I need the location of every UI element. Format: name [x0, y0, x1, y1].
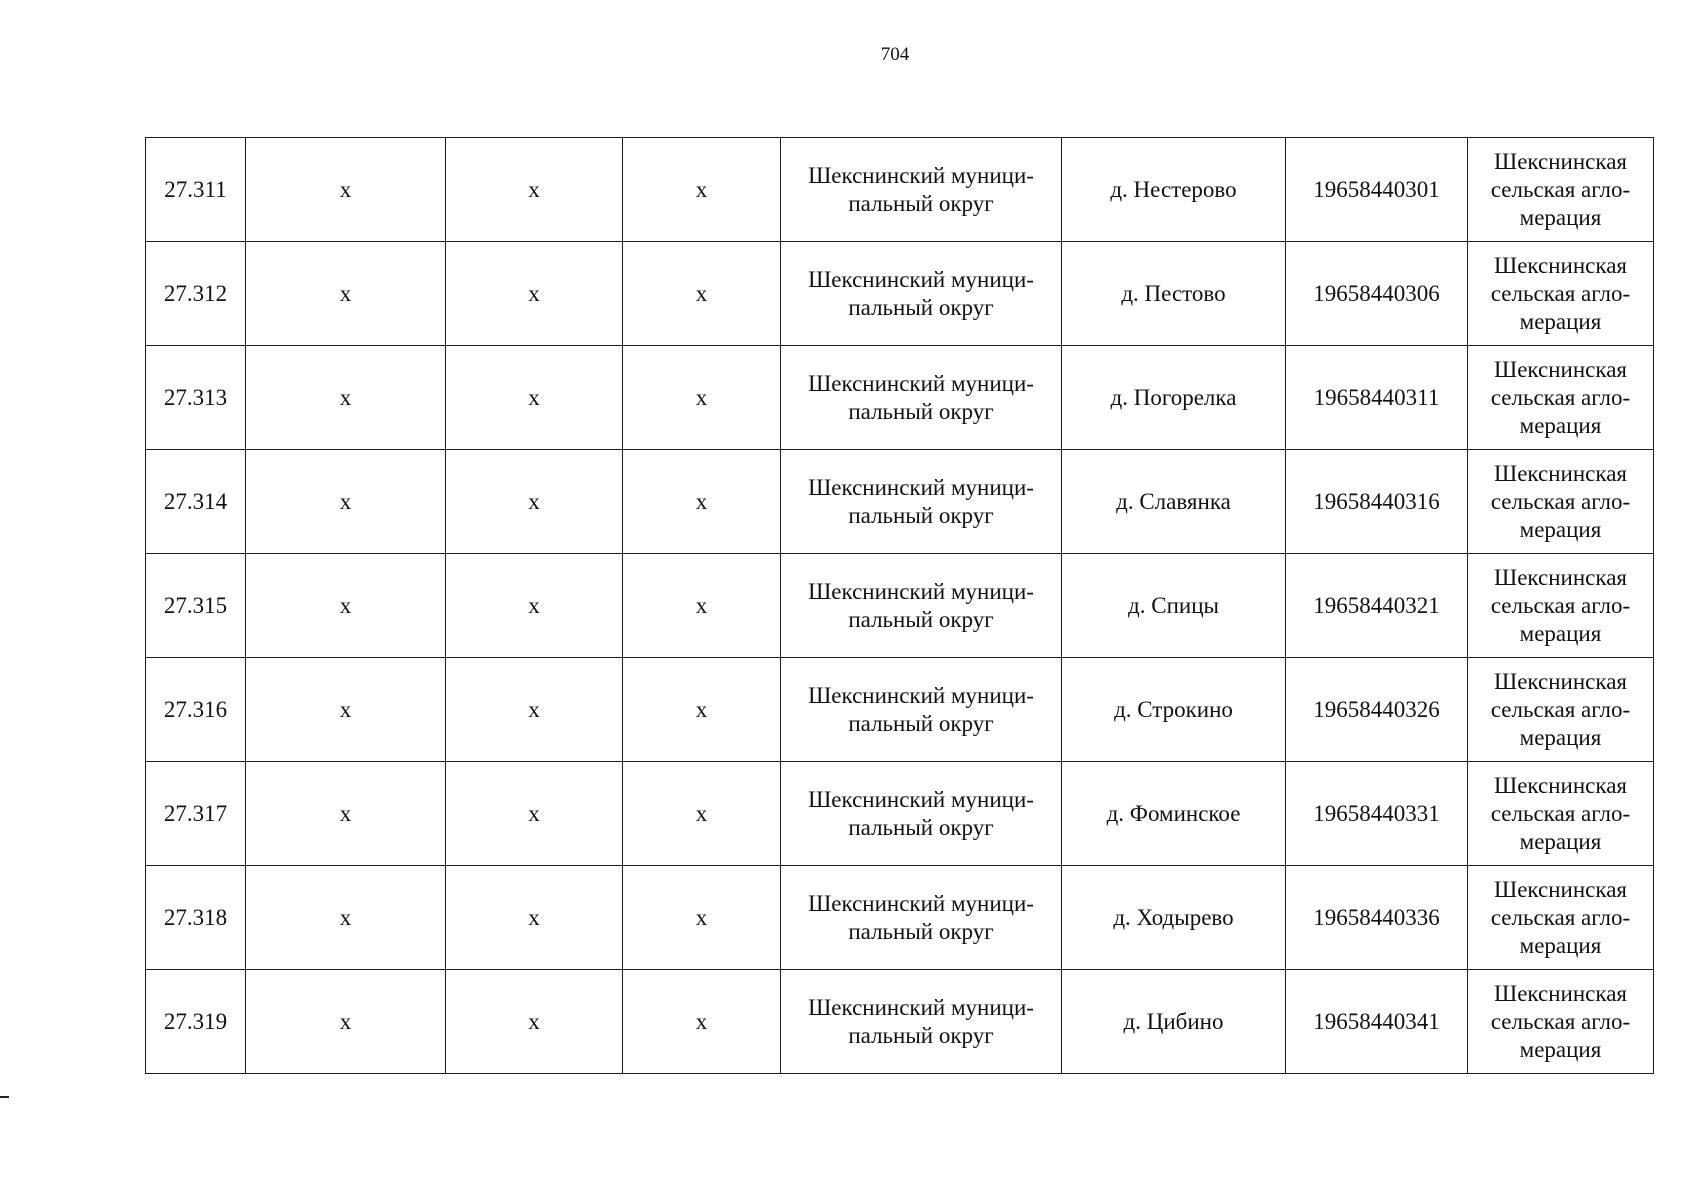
table-row — [146, 242, 1654, 346]
row-code-cell — [146, 242, 246, 346]
settlements-table — [145, 137, 1654, 1074]
col2-cell — [246, 658, 446, 762]
district-line-1: Шекснинский муници- — [808, 370, 1034, 396]
row-code-cell — [146, 554, 246, 658]
agglomeration-line-3: мерация — [1519, 204, 1602, 230]
col3-cell — [446, 450, 623, 554]
agglomeration-cell — [1468, 138, 1654, 242]
district-cell — [781, 658, 1062, 762]
col2-value: x — [339, 280, 352, 306]
locality-cell — [1062, 138, 1286, 242]
page-number: 704 — [880, 44, 910, 65]
row-code-cell — [146, 658, 246, 762]
agglomeration-cell — [1468, 346, 1654, 450]
agglomeration-cell — [1468, 658, 1654, 762]
row-code: 27.313 — [163, 384, 228, 410]
locality-name: д. Погорелка — [1110, 384, 1237, 410]
col2-value: x — [339, 904, 352, 930]
col4-value: x — [695, 696, 708, 722]
row-code-cell — [146, 866, 246, 970]
agglomeration-line-3: мерация — [1519, 932, 1602, 958]
row-code: 27.316 — [163, 696, 228, 722]
agglomeration-cell — [1468, 762, 1654, 866]
agglomeration-cell — [1468, 970, 1654, 1074]
col2-value: x — [339, 488, 352, 514]
col2-value: x — [339, 696, 352, 722]
agglomeration-line-1: Шекснинская — [1494, 148, 1627, 174]
col4-cell — [623, 554, 781, 658]
col2-cell — [246, 138, 446, 242]
district-cell — [781, 242, 1062, 346]
agglomeration-line-1: Шекснинская — [1494, 564, 1627, 590]
agglomeration-line-2: сельская агло- — [1490, 904, 1631, 930]
locality-cell — [1062, 762, 1286, 866]
col3-value: x — [528, 904, 540, 930]
table-row — [146, 970, 1654, 1074]
col3-cell — [446, 970, 623, 1074]
agglomeration-line-3: мерация — [1519, 308, 1602, 334]
agglomeration-line-1: Шекснинская — [1494, 460, 1627, 486]
agglomeration-line-1: Шекснинская — [1494, 356, 1627, 382]
district-line-1: Шекснинский муници- — [808, 786, 1034, 812]
district-cell — [781, 138, 1062, 242]
table-row — [146, 866, 1654, 970]
table-row — [146, 138, 1654, 242]
locality-cell — [1062, 346, 1286, 450]
col3-value: x — [528, 800, 540, 826]
agglomeration-line-2: сельская агло- — [1490, 592, 1631, 618]
row-code-cell — [146, 450, 246, 554]
district-line-2: пальный округ — [848, 918, 994, 944]
district-line-2: пальный округ — [848, 710, 994, 736]
district-line-2: пальный округ — [848, 294, 994, 320]
row-code: 27.311 — [164, 176, 227, 202]
margin-mark — [0, 1096, 9, 1098]
col4-value: x — [695, 592, 708, 618]
oktmo-code: 19658440311 — [1313, 384, 1440, 410]
col2-value: x — [339, 1008, 352, 1034]
district-line-1: Шекснинский муници- — [808, 682, 1034, 708]
col4-cell — [623, 866, 781, 970]
col4-value: x — [695, 176, 708, 202]
agglomeration-cell — [1468, 450, 1654, 554]
locality-cell — [1062, 450, 1286, 554]
table-row — [146, 658, 1654, 762]
col3-cell — [446, 138, 623, 242]
row-code: 27.319 — [163, 1008, 228, 1034]
agglomeration-line-1: Шекснинская — [1494, 980, 1627, 1006]
agglomeration-line-3: мерация — [1519, 620, 1602, 646]
agglomeration-line-2: сельская агло- — [1490, 800, 1631, 826]
col2-cell — [246, 762, 446, 866]
oktmo-cell — [1286, 970, 1468, 1074]
col3-cell — [446, 762, 623, 866]
row-code: 27.312 — [163, 280, 228, 306]
agglomeration-line-1: Шекснинская — [1494, 876, 1627, 902]
district-cell — [781, 346, 1062, 450]
oktmo-code: 19658440321 — [1313, 592, 1440, 618]
col2-cell — [246, 242, 446, 346]
agglomeration-cell — [1468, 554, 1654, 658]
oktmo-code: 19658440331 — [1313, 800, 1440, 826]
col3-value: x — [528, 696, 540, 722]
col2-value: x — [339, 592, 352, 618]
district-line-1: Шекснинский муници- — [808, 266, 1034, 292]
table-row — [146, 346, 1654, 450]
col4-cell — [623, 346, 781, 450]
locality-cell — [1062, 866, 1286, 970]
agglomeration-line-2: сельская агло- — [1490, 384, 1631, 410]
oktmo-code: 19658440316 — [1313, 488, 1440, 514]
col3-value: x — [528, 176, 540, 202]
row-code: 27.318 — [163, 904, 228, 930]
col2-value: x — [339, 384, 352, 410]
district-line-2: пальный округ — [848, 814, 994, 840]
col3-cell — [446, 658, 623, 762]
locality-cell — [1062, 554, 1286, 658]
oktmo-cell — [1286, 658, 1468, 762]
oktmo-code: 19658440326 — [1313, 696, 1440, 722]
agglomeration-line-1: Шекснинская — [1494, 252, 1627, 278]
oktmo-cell — [1286, 242, 1468, 346]
col2-cell — [246, 450, 446, 554]
district-line-2: пальный округ — [848, 1022, 994, 1048]
district-line-2: пальный округ — [848, 502, 994, 528]
locality-name: д. Славянка — [1116, 488, 1231, 514]
locality-cell — [1062, 658, 1286, 762]
col2-value: x — [339, 176, 352, 202]
district-line-1: Шекснинский муници- — [808, 578, 1034, 604]
locality-name: д. Фоминское — [1106, 800, 1241, 826]
table-row — [146, 762, 1654, 866]
agglomeration-cell — [1468, 866, 1654, 970]
table-body — [146, 138, 1654, 1074]
col4-cell — [623, 658, 781, 762]
oktmo-code: 19658440336 — [1313, 904, 1440, 930]
agglomeration-line-3: мерация — [1519, 412, 1602, 438]
locality-name: д. Спицы — [1128, 592, 1219, 618]
oktmo-cell — [1286, 450, 1468, 554]
oktmo-code: 19658440306 — [1313, 280, 1440, 306]
agglomeration-line-1: Шекснинская — [1494, 668, 1627, 694]
col4-value: x — [695, 1008, 708, 1034]
agglomeration-line-2: сельская агло- — [1490, 280, 1631, 306]
district-line-1: Шекснинский муници- — [808, 162, 1034, 188]
col3-value: x — [528, 384, 540, 410]
district-line-1: Шекснинский муници- — [808, 994, 1034, 1020]
oktmo-cell — [1286, 346, 1468, 450]
district-line-1: Шекснинский муници- — [808, 890, 1034, 916]
locality-cell — [1062, 970, 1286, 1074]
agglomeration-line-2: сельская агло- — [1490, 488, 1631, 514]
col4-value: x — [695, 904, 708, 930]
district-cell — [781, 762, 1062, 866]
col2-cell — [246, 554, 446, 658]
locality-cell — [1062, 242, 1286, 346]
col3-cell — [446, 346, 623, 450]
row-code: 27.314 — [163, 488, 228, 514]
agglomeration-line-2: сельская агло- — [1490, 176, 1631, 202]
row-code: 27.317 — [163, 800, 228, 826]
col4-cell — [623, 242, 781, 346]
row-code-cell — [146, 970, 246, 1074]
col4-cell — [623, 970, 781, 1074]
locality-name: д. Нестерово — [1110, 176, 1237, 202]
row-code-cell — [146, 762, 246, 866]
district-line-2: пальный округ — [848, 190, 994, 216]
oktmo-code: 19658440341 — [1313, 1008, 1440, 1034]
agglomeration-line-3: мерация — [1519, 516, 1602, 542]
col4-value: x — [695, 800, 708, 826]
locality-name: д. Строкино — [1114, 696, 1233, 722]
district-line-2: пальный округ — [848, 606, 994, 632]
agglomeration-cell — [1468, 242, 1654, 346]
agglomeration-line-2: сельская агло- — [1490, 696, 1631, 722]
oktmo-cell — [1286, 554, 1468, 658]
col3-cell — [446, 242, 623, 346]
col4-cell — [623, 762, 781, 866]
col4-value: x — [695, 488, 708, 514]
col4-cell — [623, 450, 781, 554]
table-row — [146, 450, 1654, 554]
col4-cell — [623, 138, 781, 242]
col2-value: x — [339, 800, 352, 826]
col2-cell — [246, 866, 446, 970]
oktmo-code: 19658440301 — [1313, 176, 1440, 202]
district-line-2: пальный округ — [848, 398, 994, 424]
agglomeration-line-1: Шекснинская — [1494, 772, 1627, 798]
district-cell — [781, 450, 1062, 554]
col4-value: x — [695, 280, 708, 306]
agglomeration-line-3: мерация — [1519, 724, 1602, 750]
district-cell — [781, 970, 1062, 1074]
col3-value: x — [528, 280, 540, 306]
table-row — [146, 554, 1654, 658]
col4-value: x — [695, 384, 708, 410]
oktmo-cell — [1286, 138, 1468, 242]
locality-name: д. Ходырево — [1113, 904, 1234, 930]
col3-value: x — [528, 488, 540, 514]
district-line-1: Шекснинский муници- — [808, 474, 1034, 500]
col3-value: x — [528, 592, 540, 618]
col3-cell — [446, 554, 623, 658]
agglomeration-line-3: мерация — [1519, 1036, 1602, 1062]
col2-cell — [246, 346, 446, 450]
row-code-cell — [146, 346, 246, 450]
col3-cell — [446, 866, 623, 970]
oktmo-cell — [1286, 866, 1468, 970]
agglomeration-line-3: мерация — [1519, 828, 1602, 854]
col2-cell — [246, 970, 446, 1074]
district-cell — [781, 866, 1062, 970]
row-code-cell — [146, 138, 246, 242]
col3-value: x — [528, 1008, 540, 1034]
district-cell — [781, 554, 1062, 658]
oktmo-cell — [1286, 762, 1468, 866]
row-code: 27.315 — [163, 592, 228, 618]
agglomeration-line-2: сельская агло- — [1490, 1008, 1631, 1034]
locality-name: д. Цибино — [1123, 1008, 1224, 1034]
locality-name: д. Пестово — [1121, 280, 1226, 306]
